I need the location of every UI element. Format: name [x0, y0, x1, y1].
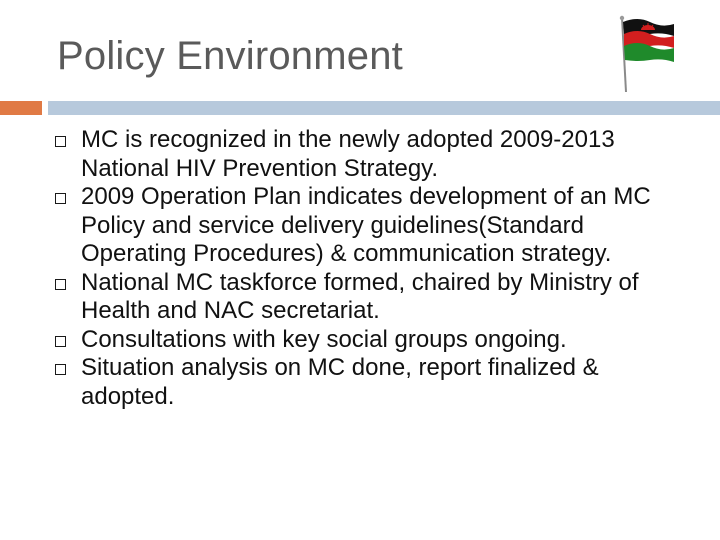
bullet-list: [55, 126, 695, 411]
accent-bar: [0, 101, 42, 115]
square-bullet-icon: [55, 336, 66, 347]
bullet-item: [55, 354, 695, 411]
bullet-text: Consultations with key social groups ongoing.: [81, 325, 567, 353]
bullet-item: [55, 183, 695, 269]
title-rule-bar: [48, 101, 720, 115]
malawi-flag-icon: [614, 14, 676, 94]
square-bullet-icon: [55, 364, 66, 375]
bullet-item: [55, 126, 695, 183]
bullet-text: MC is recognized in the newly adopted 2009-2013 National HIV Prevention Strategy.: [81, 126, 615, 182]
slide-title: Policy Environment: [57, 34, 403, 78]
bullet-text: 2009 Operation Plan indicates development of an MC Policy and service delivery guidelines(Standard Operating Procedures) & communication strategy.: [81, 183, 651, 267]
square-bullet-icon: [55, 136, 66, 147]
bullet-text: National MC taskforce formed, chaired by Ministry of Health and NAC secretariat.: [81, 268, 639, 324]
bullet-text: Situation analysis on MC done, report finalized & adopted.: [81, 354, 599, 410]
bullet-item: [55, 269, 695, 326]
square-bullet-icon: [55, 279, 66, 290]
square-bullet-icon: [55, 193, 66, 204]
bullet-item: [55, 326, 695, 355]
